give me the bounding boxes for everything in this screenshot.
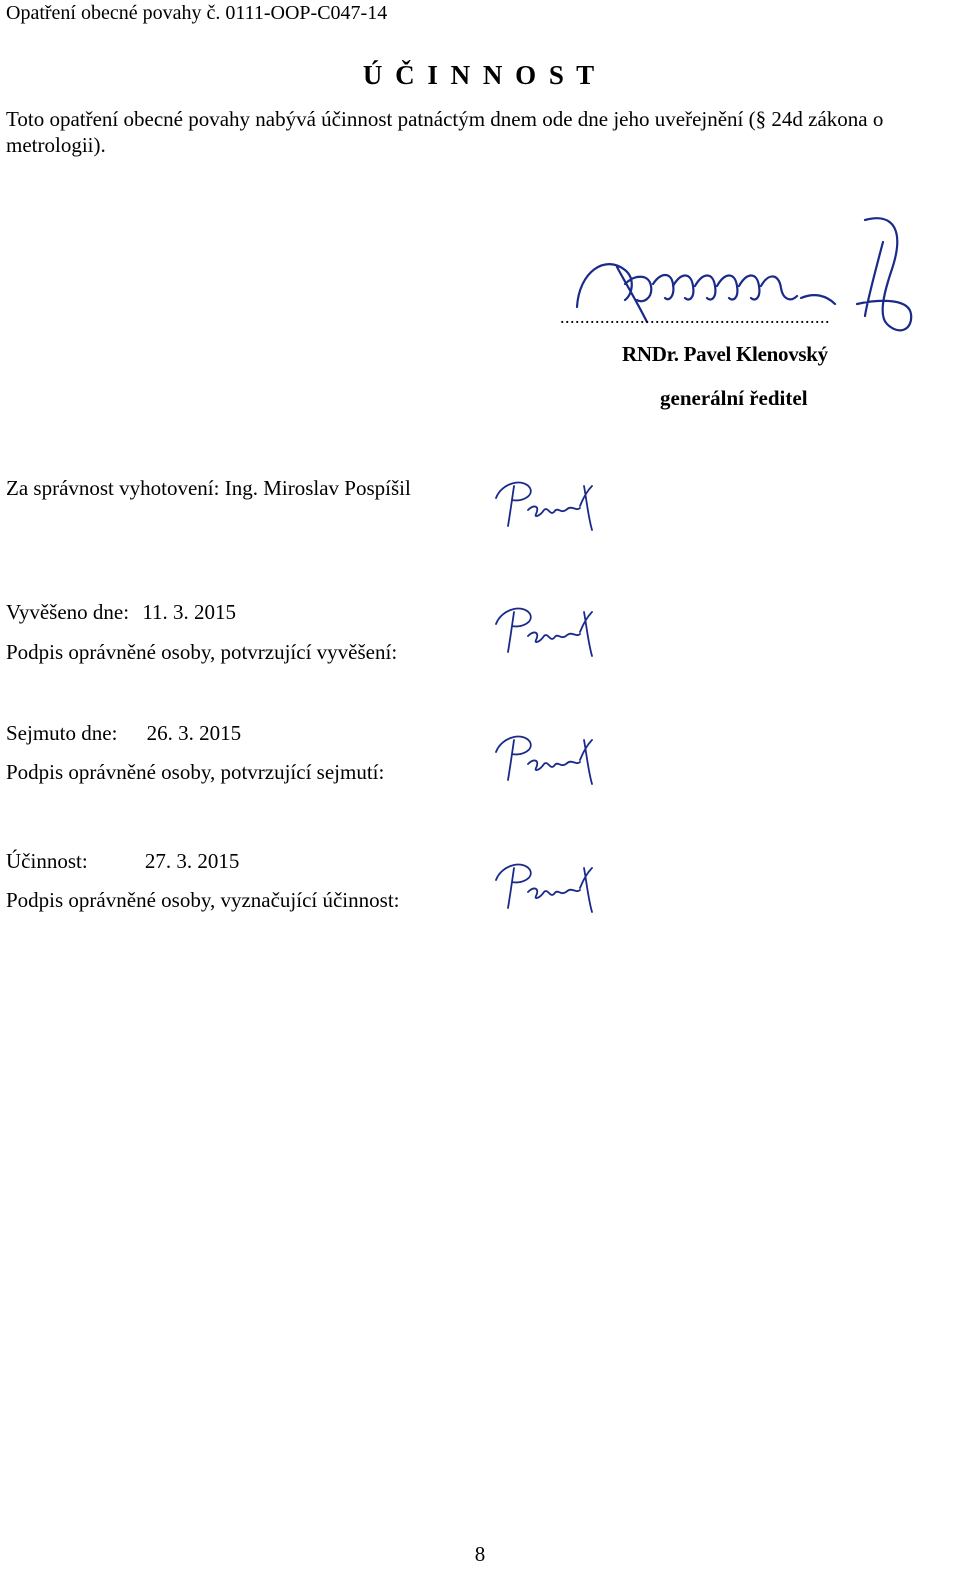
effective-signature-label: Podpis oprávněné osoby, vyznačující účinnost: xyxy=(6,888,400,912)
posted-signature-label: Podpis oprávněné osoby, potvrzující vyvěšení: xyxy=(6,640,398,664)
initials-signature-2 xyxy=(488,602,598,662)
removed-row xyxy=(6,721,241,746)
posted-date: 11. 3. 2015 xyxy=(142,600,237,624)
document-header: Opatření obecné povahy č. 0111-OOP-C047-14 xyxy=(6,2,388,24)
initials-signature-3 xyxy=(488,730,598,790)
posted-label: Vyvěšeno dne: xyxy=(6,600,130,624)
removed-signature-label: Podpis oprávněné osoby, potvrzující sejmutí: xyxy=(6,760,385,784)
director-signature xyxy=(565,212,925,352)
effective-date: 27. 3. 2015 xyxy=(144,849,240,873)
effectiveness-paragraph: Toto opatření obecné povahy nabývá účinnost patnáctým dnem ode dne jeho uveřejnění (§ 24d zákona o metrologii). xyxy=(6,107,884,157)
effective-label: Účinnost: xyxy=(6,849,88,873)
director-role: generální ředitel xyxy=(660,386,808,410)
posted-row xyxy=(6,600,236,625)
signature-dotted-line: ...................................................... xyxy=(560,307,830,327)
page-number: 8 xyxy=(474,1542,486,1566)
removed-label: Sejmuto dne: xyxy=(6,721,118,745)
removed-date: 26. 3. 2015 xyxy=(146,721,242,745)
correctness-label: Za správnost vyhotovení: xyxy=(6,476,220,500)
initials-signature-4 xyxy=(488,858,598,918)
correctness-name: Ing. Miroslav Pospíšil xyxy=(224,476,411,500)
correctness-row xyxy=(6,476,411,501)
director-name: RNDr. Pavel Klenovský xyxy=(622,342,828,366)
initials-signature-1 xyxy=(488,476,598,536)
section-title: Ú Č I N N O S T xyxy=(362,60,598,90)
effective-row xyxy=(6,849,239,874)
